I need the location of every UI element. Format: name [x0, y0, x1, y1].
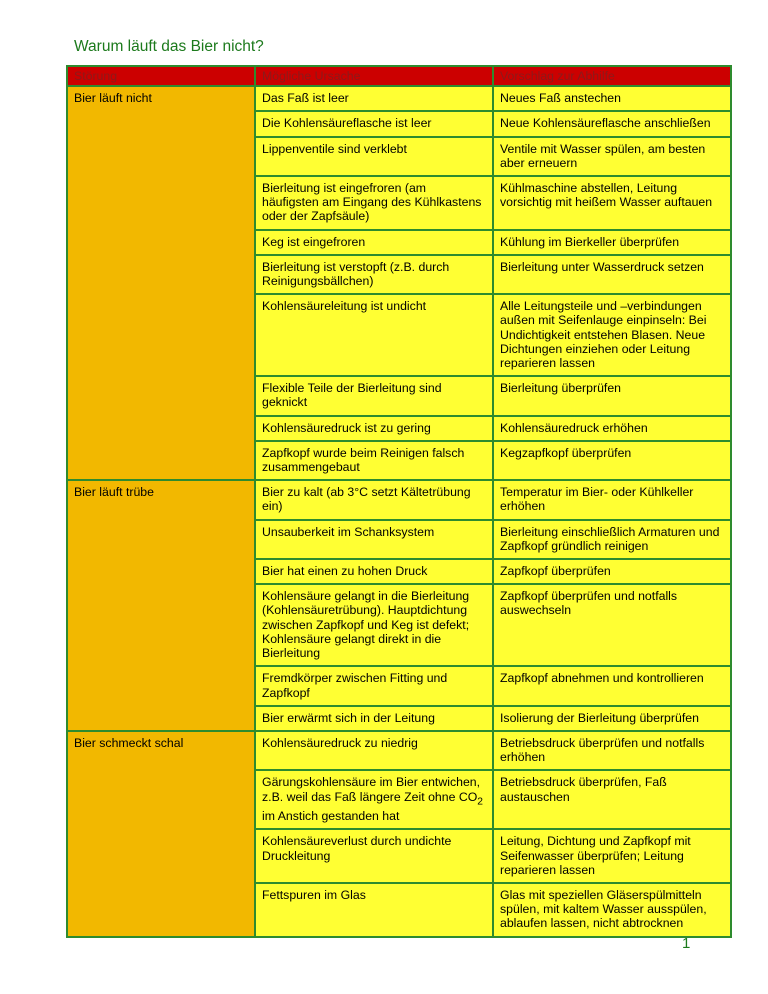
table-row — [67, 731, 731, 770]
cause-cell: Bier erwärmt sich in der Leitung — [255, 706, 493, 731]
remedy-cell: Kohlensäuredruck erhöhen — [493, 416, 731, 441]
cause-cell: Das Faß ist leer — [255, 86, 493, 111]
cause-cell: Flexible Teile der Bierleitung sind geknickt — [255, 376, 493, 415]
cause-text-part: Gärungskohlensäure im Bier entwichen, z.B. weil das Faß längere Zeit ohne CO — [262, 775, 481, 804]
cause-cell: Kohlensäuredruck zu niedrig — [255, 731, 493, 770]
category-cell: Bier läuft nicht — [67, 86, 255, 480]
remedy-cell: Bierleitung einschließlich Armaturen und Zapfkopf gründlich reinigen — [493, 520, 731, 559]
subscript-2: 2 — [477, 795, 483, 807]
cause-cell: Keg ist eingefroren — [255, 230, 493, 255]
page-title: Warum läuft das Bier nicht? — [74, 38, 264, 55]
remedy-cell: Zapfkopf abnehmen und kontrollieren — [493, 666, 731, 705]
cause-cell: Bierleitung ist eingefroren (am häufigsten am Eingang des Kühlkastens oder der Zapfsäule) — [255, 176, 493, 230]
category-cell: Bier läuft trübe — [67, 480, 255, 731]
remedy-cell: Temperatur im Bier- oder Kühlkeller erhöhen — [493, 480, 731, 519]
remedy-cell: Kühlmaschine abstellen, Leitung vorsichtig mit heißem Wasser auftauen — [493, 176, 731, 230]
cause-cell: Fettspuren im Glas — [255, 883, 493, 937]
remedy-cell: Bierleitung überprüfen — [493, 376, 731, 415]
table-header-row — [67, 66, 731, 86]
cause-text-part: im Anstich gestanden hat — [262, 809, 400, 824]
cause-cell: Unsauberkeit im Schanksystem — [255, 520, 493, 559]
table-row — [67, 86, 731, 111]
page-number: 1 — [682, 935, 691, 952]
remedy-cell: Glas mit speziellen Gläserspülmitteln spülen, mit kaltem Wasser ausspülen, ablaufen lassen, nicht abtrocknen — [493, 883, 731, 937]
remedy-cell: Zapfkopf überprüfen — [493, 559, 731, 584]
cause-cell: Bier zu kalt (ab 3°C setzt Kältetrübung ein) — [255, 480, 493, 519]
cause-cell: Bier hat einen zu hohen Druck — [255, 559, 493, 584]
cause-cell: Kohlensäureleitung ist undicht — [255, 294, 493, 376]
cause-cell: Bierleitung ist verstopft (z.B. durch Reinigungsbällchen) — [255, 255, 493, 294]
remedy-cell: Neue Kohlensäureflasche anschließen — [493, 111, 731, 136]
remedy-cell: Neues Faß anstechen — [493, 86, 731, 111]
troubleshooting-table — [66, 65, 732, 938]
header-abhilfe: Vorschlag zur Abhilfe — [493, 66, 731, 86]
header-stoerung: Störung — [67, 66, 255, 86]
remedy-cell: Bierleitung unter Wasserdruck setzen — [493, 255, 731, 294]
cause-cell: Fremdkörper zwischen Fitting und Zapfkopf — [255, 666, 493, 705]
remedy-cell: Betriebsdruck überprüfen, Faß austauschen — [493, 770, 731, 829]
cause-cell: Lippenventile sind verklebt — [255, 137, 493, 176]
cause-cell — [255, 770, 493, 829]
remedy-cell: Alle Leitungsteile und –verbindungen außen mit Seifenlauge einpinseln: Bei Undichtigkeit entstehen Blasen. Neue Dichtungen einziehen oder Leitung reparieren lassen — [493, 294, 731, 376]
cause-cell: Kohlensäureverlust durch undichte Druckleitung — [255, 829, 493, 883]
remedy-cell: Zapfkopf überprüfen und notfalls auswechseln — [493, 584, 731, 666]
remedy-cell: Kühlung im Bierkeller überprüfen — [493, 230, 731, 255]
remedy-cell: Leitung, Dichtung und Zapfkopf mit Seifenwasser überprüfen; Leitung reparieren lassen — [493, 829, 731, 883]
category-cell: Bier schmeckt schal — [67, 731, 255, 937]
cause-cell: Kohlensäure gelangt in die Bierleitung (Kohlensäuretrübung). Hauptdichtung zwischen Zapfkopf und Keg ist defekt; Kohlensäure gelangt direkt in die Bierleitung — [255, 584, 493, 666]
table-row — [67, 480, 731, 519]
remedy-cell: Isolierung der Bierleitung überprüfen — [493, 706, 731, 731]
remedy-cell: Betriebsdruck überprüfen und notfalls erhöhen — [493, 731, 731, 770]
header-ursache: Mögliche Ursache — [255, 66, 493, 86]
remedy-cell: Kegzapfkopf überprüfen — [493, 441, 731, 480]
cause-cell: Die Kohlensäureflasche ist leer — [255, 111, 493, 136]
cause-cell: Kohlensäuredruck ist zu gering — [255, 416, 493, 441]
cause-cell: Zapfkopf wurde beim Reinigen falsch zusammengebaut — [255, 441, 493, 480]
remedy-cell: Ventile mit Wasser spülen, am besten aber erneuern — [493, 137, 731, 176]
